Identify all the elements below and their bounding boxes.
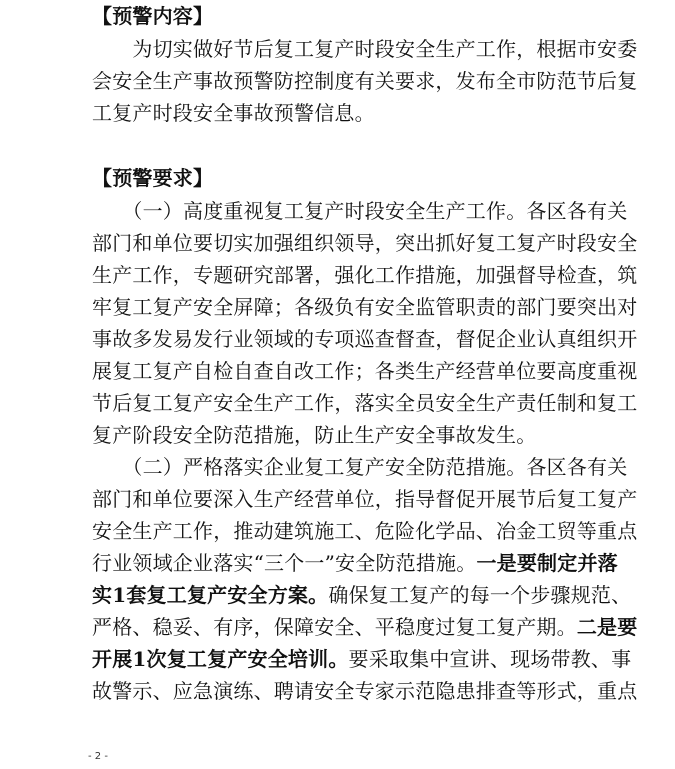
paragraph-line: 牢复工复产安全屏障；各级负有安全监管职责的部门要突出对 <box>92 295 638 319</box>
paragraph-line: 为切实做好节后复工复产时段安全生产工作，根据市安委 <box>92 37 638 61</box>
paragraph-line: 部门和单位要切实加强组织领导，突出抓好复工复产时段安全 <box>92 231 638 255</box>
page-number: - 2 - <box>88 751 108 762</box>
paragraph-text: 行业领域企业落实“三个一”安全防范措施。 <box>92 551 477 575</box>
paragraph-line: 复产阶段安全防范措施，防止生产安全事故发生。 <box>92 423 537 447</box>
paragraph-line <box>92 547 618 579</box>
paragraph-line: （二）严格落实企业复工复产安全防范措施。各区各有关 <box>92 455 628 479</box>
paragraph-line <box>92 579 632 611</box>
emphasis-text: 实1套复工复产安全方案。 <box>92 583 329 607</box>
paragraph-line <box>92 611 638 643</box>
paragraph-line: 节后复工复产安全生产工作，落实全员安全生产责任制和复工 <box>92 391 638 415</box>
paragraph-line: （一）高度重视复工复产时段安全生产工作。各区各有关 <box>92 199 628 223</box>
paragraph-line: 事故多发易发行业领域的专项巡查督查，督促企业认真组织开 <box>92 327 638 351</box>
emphasis-text: 一是要制定并落 <box>476 551 618 575</box>
paragraph-line: 会安全生产事故预警防控制度有关要求，发布全市防范节后复 <box>92 69 638 93</box>
paragraph-line: 部门和单位要深入生产经营单位，指导督促开展节后复工复产 <box>92 487 638 511</box>
emphasis-text: 开展1次复工复产安全培训。 <box>92 647 349 671</box>
section-heading-warning-requirements: 【预警要求】 <box>92 166 214 190</box>
emphasis-text: 二是要 <box>576 615 638 639</box>
paragraph-line: 生产工作，专题研究部署，强化工作措施，加强督导检查，筑 <box>92 263 638 287</box>
paragraph-line: 工复产时段安全事故预警信息。 <box>92 101 375 125</box>
paragraph-line <box>92 643 632 675</box>
paragraph-text: 严格、稳妥、有序，保障安全、平稳度过复工复产期。 <box>92 615 577 639</box>
paragraph-text: 确保复工复产的每一个步骤规范、 <box>328 583 632 607</box>
section-heading-warning-content: 【预警内容】 <box>92 4 214 28</box>
paragraph-line: 故警示、应急演练、聘请安全专家示范隐患排查等形式，重点 <box>92 679 638 703</box>
paragraph-line: 安全生产工作，推动建筑施工、危险化学品、冶金工贸等重点 <box>92 519 638 543</box>
paragraph-line: 展复工复产自检自查自改工作；各类生产经营单位要高度重视 <box>92 359 638 383</box>
paragraph-text: 要采取集中宣讲、现场带教、事 <box>348 647 632 671</box>
